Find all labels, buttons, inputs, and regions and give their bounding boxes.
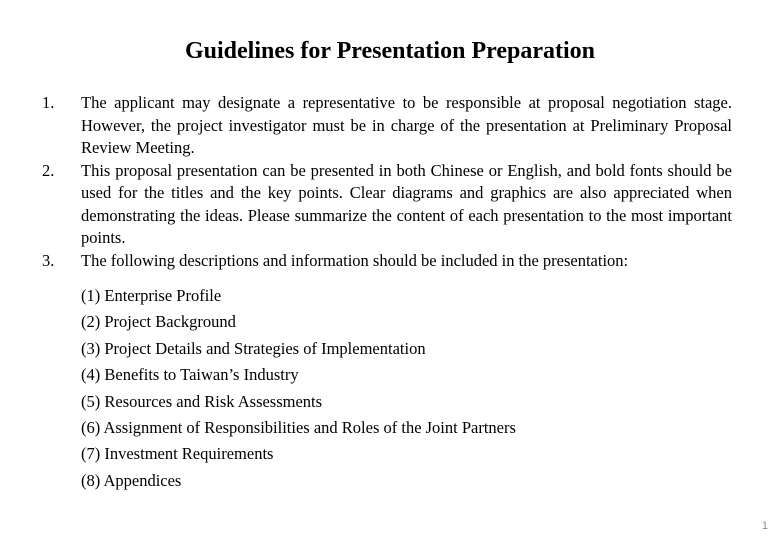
content-item: (8) Appendices bbox=[81, 470, 182, 490]
guideline-item-2 bbox=[42, 160, 732, 250]
item-number: 1. bbox=[42, 93, 55, 112]
presentation-content-list bbox=[81, 283, 516, 494]
content-item: (6) Assignment of Responsibilities and Roles of the Joint Partners bbox=[81, 418, 516, 438]
item-text: The applicant may designate a representative to be responsible at proposal negotiation stage. However, the project investigator must be in charge of the presentation at Preliminary Proposal Review Meeting. bbox=[81, 93, 732, 157]
item-text: This proposal presentation can be presented in both Chinese or English, and bold fonts should be used for the titles and the key points. Clear diagrams and graphics are also appreciated when demonstrating the ideas. Please summarize the content of each presentation to the most important points. bbox=[81, 160, 732, 247]
content-item: (1) Enterprise Profile bbox=[81, 286, 222, 305]
content-item: (2) Project Background bbox=[81, 312, 236, 332]
guideline-item-1 bbox=[42, 92, 732, 160]
content-item: (4) Benefits to Taiwan’s Industry bbox=[81, 365, 299, 385]
page-number: 1 bbox=[761, 520, 768, 532]
guideline-item-3 bbox=[42, 250, 732, 273]
item-text: The following descriptions and information should be included in the presentation: bbox=[81, 250, 629, 270]
item-number: 3. bbox=[42, 250, 55, 270]
content-item: (3) Project Details and Strategies of Implementation bbox=[81, 338, 426, 358]
content-item: (7) Investment Requirements bbox=[81, 444, 274, 464]
content-item: (5) Resources and Risk Assessments bbox=[81, 391, 323, 411]
document-title: Guidelines for Presentation Preparation bbox=[185, 38, 595, 64]
item-number: 2. bbox=[42, 160, 55, 180]
guideline-list bbox=[42, 92, 732, 272]
